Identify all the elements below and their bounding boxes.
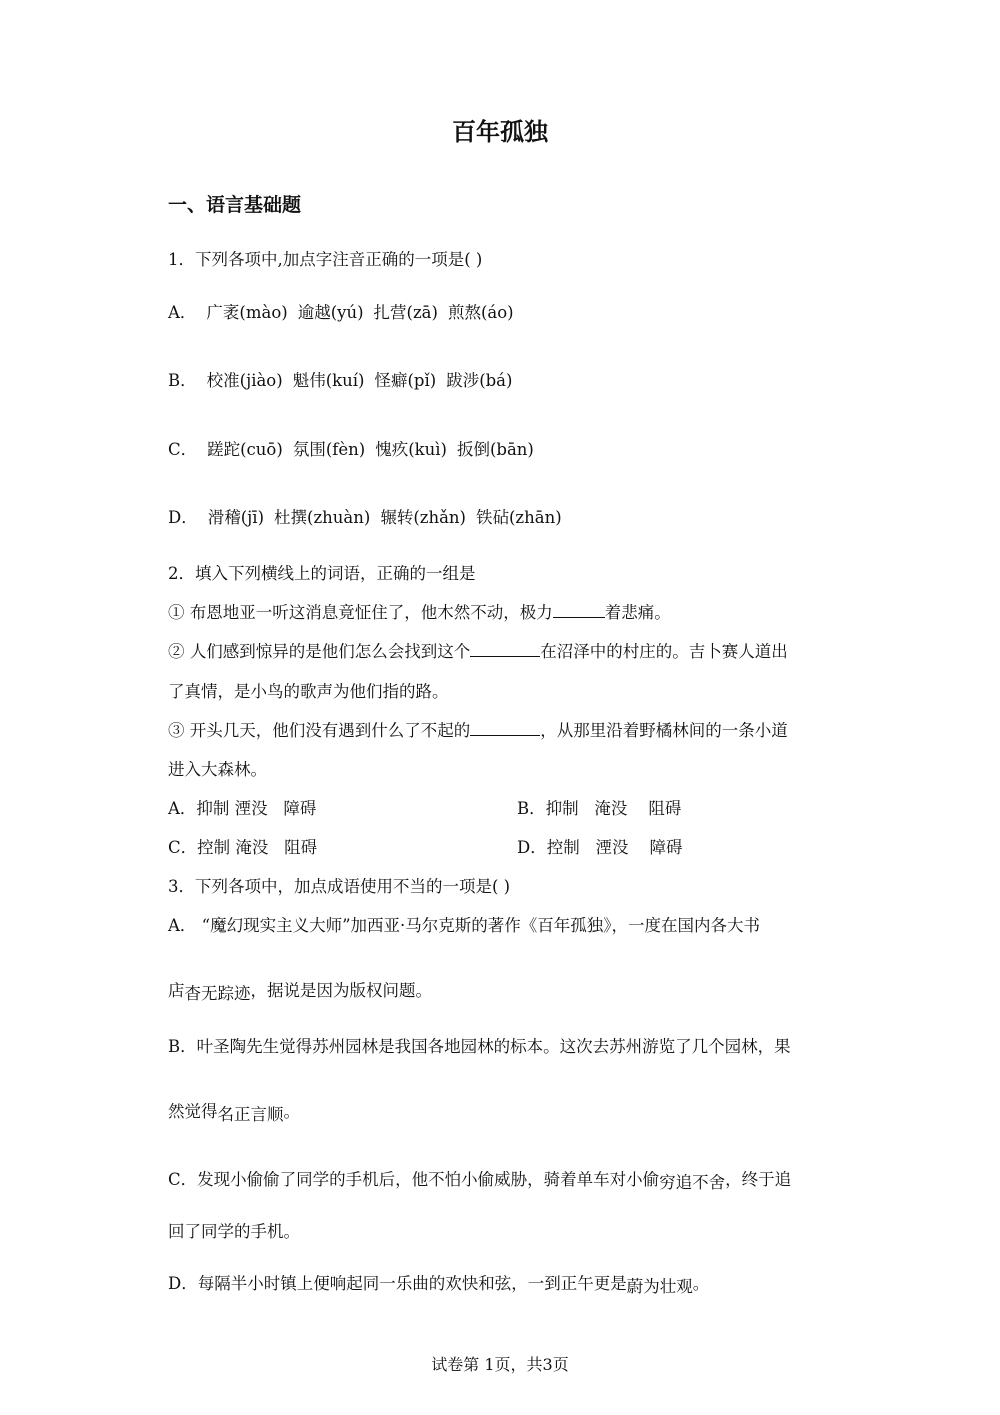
option-word: 扳倒(bān): [456, 440, 534, 459]
option-word: 广袤(mào): [206, 303, 288, 322]
question-2-option-c: C．控制 淹没 阻碍: [168, 838, 318, 857]
option-word: 扎营(zā): [373, 303, 438, 322]
document-title: 百年孤独: [452, 118, 548, 146]
sentence-text: 。: [283, 1102, 300, 1121]
dotted-idiom: 蔚为壮观: [626, 1277, 693, 1296]
sentence-text: 店: [168, 981, 185, 1000]
option-word: 杜撰(zhuàn): [274, 508, 371, 527]
question-1-option-b: [168, 367, 512, 391]
sentence-text: ① 布恩地亚一听这消息竟怔住了，他木然不动，极力: [168, 603, 553, 622]
page-footer: 试卷第 1页，共3页: [431, 1355, 569, 1374]
option-label: A．: [168, 303, 197, 322]
option-label: D．: [168, 508, 198, 527]
question-1-option-d: [168, 504, 562, 528]
question-2-stem: 2．填入下列横线上的词语，正确的一组是: [168, 564, 476, 583]
option-word: 蹉跎(cuō): [207, 440, 283, 459]
option-word: 煎熬(áo): [447, 303, 514, 322]
question-2-option-a: A．抑制 湮没 障碍: [168, 799, 317, 818]
sentence-text: 着悲痛。: [604, 603, 671, 622]
sentence-text: ② 人们感到惊异的是他们怎么会找到这个: [168, 642, 471, 661]
question-3-option-b-line-1: B．叶圣陶先生觉得苏州园林是我国各地园林的标本。这次去苏州游览了几个园林，果: [168, 1037, 791, 1056]
question-1-option-a: [168, 299, 514, 323]
question-2-sentence-3: [168, 717, 788, 741]
section-heading: 一、语言基础题: [168, 194, 302, 216]
option-word: 魁伟(kuí): [292, 371, 365, 390]
question-3-option-d: [168, 1270, 709, 1294]
sentence-text: ③ 开头几天，他们没有遇到什么了不起的: [168, 721, 471, 740]
option-word: 怪癖(pǐ): [374, 371, 437, 390]
option-word: 校准(jiào): [206, 371, 283, 390]
question-1-option-c: [168, 436, 534, 460]
question-2-sentence-3-cont: 进入大森林。: [168, 760, 267, 779]
fill-blank: [470, 721, 540, 736]
question-2-sentence-2: [168, 638, 788, 662]
question-3-option-c-line-1: [168, 1166, 791, 1190]
question-3-option-a-line-2: [168, 977, 432, 1001]
sentence-text: 在沼泽中的村庄的。吉卜赛人道出: [540, 642, 788, 661]
option-word: 铁砧(zhān): [475, 508, 562, 527]
option-label: B．: [168, 371, 197, 390]
question-3-stem: 3．下列各项中，加点成语使用不当的一项是( ): [168, 877, 511, 896]
option-word: 辗转(zhǎn): [380, 508, 466, 527]
sentence-text: C．发现小偷偷了同学的手机后，他不怕小偷威胁，骑着单车对小偷: [168, 1170, 660, 1189]
fill-blank: [470, 642, 540, 657]
option-word: 滑稽(jī): [207, 508, 265, 527]
sentence-text: ，据说是因为版权问题。: [250, 981, 432, 1000]
sentence-text: ，终于追: [725, 1170, 792, 1189]
fill-blank: [553, 603, 605, 618]
question-3-option-a-line-1: A． “魔幻现实主义大师”加西亚·马尔克斯的著作《百年孤独》，一度在国内各大书: [168, 916, 761, 935]
dotted-idiom: 穷追不舍: [659, 1173, 726, 1192]
option-word: 跋涉(bá): [446, 371, 513, 390]
option-word: 逾越(yú): [297, 303, 364, 322]
sentence-text: D．每隔半小时镇上便响起同一乐曲的欢快和弦，一到正午更是: [168, 1274, 627, 1293]
dotted-idiom: 名正言顺: [217, 1105, 284, 1124]
question-2-option-d: D．控制 湮没 障碍: [517, 838, 683, 857]
option-word: 氛围(fèn): [292, 440, 366, 459]
question-2-sentence-1: [168, 599, 671, 623]
question-3-option-c-line-2: 回了同学的手机。: [168, 1222, 300, 1241]
option-word: 愧疚(kuì): [375, 440, 447, 459]
question-2-option-b: B．抑制 淹没 阻碍: [517, 799, 682, 818]
dotted-idiom: 杳无踪迹: [184, 984, 251, 1003]
sentence-text: ，从那里沿着野橘林间的一条小道: [540, 721, 788, 740]
question-1-stem: 1．下列各项中,加点字注音正确的一项是( ): [168, 250, 483, 269]
sentence-text: 然觉得: [168, 1102, 218, 1121]
question-3-option-b-line-2: [168, 1098, 300, 1122]
option-label: C．: [168, 440, 198, 459]
question-2-sentence-2-cont: 了真情，是小鸟的歌声为他们指的路。: [168, 682, 449, 701]
sentence-text: 。: [692, 1274, 710, 1293]
